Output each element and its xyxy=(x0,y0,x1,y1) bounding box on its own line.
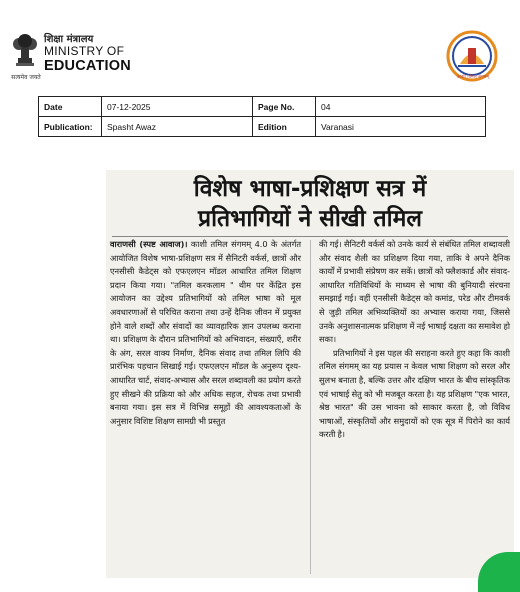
column-2-paragraph-1: की गई। सैनिटरी वर्कर्स को उनके कार्य से संबंधित तमिल शब्दावली और संवाद शैली का प्रशिक्षण दिया गया, ताकि वे अपने दैनिक कार्यों में प्रभावी संप्रेषण कर सकें। छात्रों को फ्लैशकार्ड और संवाद-आधारित गतिविधियों के माध्यम से भाषा की बुनियादी संरचना समझाई गई। वहीं एनसीसी कैडेट्स को कमांड, परेड और टीमवर्क से जुड़ी तमिल अभिव्यक्तियों का अभ्यास कराया गया, जिससे उनके अनुशासनात्मक प्रशिक्षण में नई भाषाई दक्षता का समावेश हो सका। xyxy=(319,239,510,345)
column-1-text: काशी तमिल संगमम् 4.0 के अंतर्गत आयोजित विशेष भाषा-प्रशिक्षण सत्र में सैनिटरी वर्कर्स, छात्रों और एनसीसी कैडेट्स को एफएलएन मॉडल आधारित तमिल शिक्षण प्रदान किया गया। "तमिल करकलाम " थीम पर केंद्रित इस आयोजन का उद्देश्य प्रतिभागियों को तमिल भाषा को मूल अवधारणाओं से परिचित कराना तथा उन्हें दैनिक जीवन में प्रयुक्त होने वाले शब्दों और संवादों का व्यावहारिक ज्ञान उपलब्ध कराना था। प्रशिक्षण के दौरान प्रतिभागियों को अभिवादन, संख्याएँ, शरीर के अंग, सरल वाक्य निर्माण, दैनिक संवाद तथा तमिल लिपि की प्रारंभिक पहचान सिखाई गई। एफएलएन मॉडल के अनुरूप दृश्य-आधारित चार्ट, संवाद-अभ्यास और सरल शब्दावली का प्रयोग करते हुए सीखने की प्रक्रिया को और अधिक सहज, रोचक तथा प्रभावी बनाया गया। इस सत्र में विभिन्न समूहों की आवश्यकताओं के अनुसार विशिष्ट शिक्षण सामग्री भी प्रस्तुत xyxy=(110,239,301,426)
article-paragraph xyxy=(110,238,301,428)
edition-label: Edition xyxy=(253,117,316,137)
page-label: Page No. xyxy=(253,97,316,117)
emblem-caption: सत्यमेव जयते xyxy=(11,74,41,81)
article-headline xyxy=(106,174,514,234)
date-label: Date xyxy=(39,97,102,117)
page-value: 04 xyxy=(316,97,486,117)
national-emblem-icon xyxy=(8,28,42,78)
ministry-wordmark xyxy=(44,34,131,74)
headline-line-2: प्रतिभागियों ने सीखी तमिल xyxy=(198,206,422,232)
ministry-english-line1: MINISTRY OF xyxy=(44,44,125,58)
column-divider xyxy=(310,240,311,574)
publication-value: Spasht Awaz xyxy=(102,117,253,137)
edition-value: Varanasi xyxy=(316,117,486,137)
ministry-hindi-name: शिक्षा मंत्रालय xyxy=(44,34,94,45)
headline-line-1: विशेष भाषा-प्रशिक्षण सत्र में xyxy=(193,176,427,202)
article-column-1 xyxy=(110,238,301,428)
ministry-english-line2: EDUCATION xyxy=(44,58,131,74)
column-2-paragraph-2: प्रतिभागियों ने इस पहल की सराहना करते हुए कहा कि काशी तमिल संगमम् का यह प्रयास न केवल भाषा शिक्षण को सरल और सुलभ बनाता है, बल्कि उत्तर और दक्षिण भारत के बीच सांस्कृतिक एवं भाषाई सेतु को भी मजबूत करता है। यह प्रशिक्षण "एक भारत, श्रेष्ठ भारत" की उस भावना को साकार करता है, जो विविध भाषाओं, संस्कृतियों और समुदायों को एक सूत्र में पिरोने का कार्य करती है। xyxy=(319,347,510,440)
headline-rule xyxy=(112,236,508,237)
publication-label: Publication: xyxy=(39,117,102,137)
meta-row-2 xyxy=(39,117,486,137)
publication-meta-table xyxy=(38,96,486,137)
article-column-2 xyxy=(319,238,510,442)
article-dateline: वाराणसी (स्पष्ट आवाज)। xyxy=(110,239,188,249)
newspaper-clipping xyxy=(106,170,514,578)
date-value: 07-12-2025 xyxy=(102,97,253,117)
meta-row-1 xyxy=(39,97,486,117)
document-header xyxy=(0,0,520,88)
right-logo-caption: काशी तमिल संगमम् xyxy=(456,75,490,80)
